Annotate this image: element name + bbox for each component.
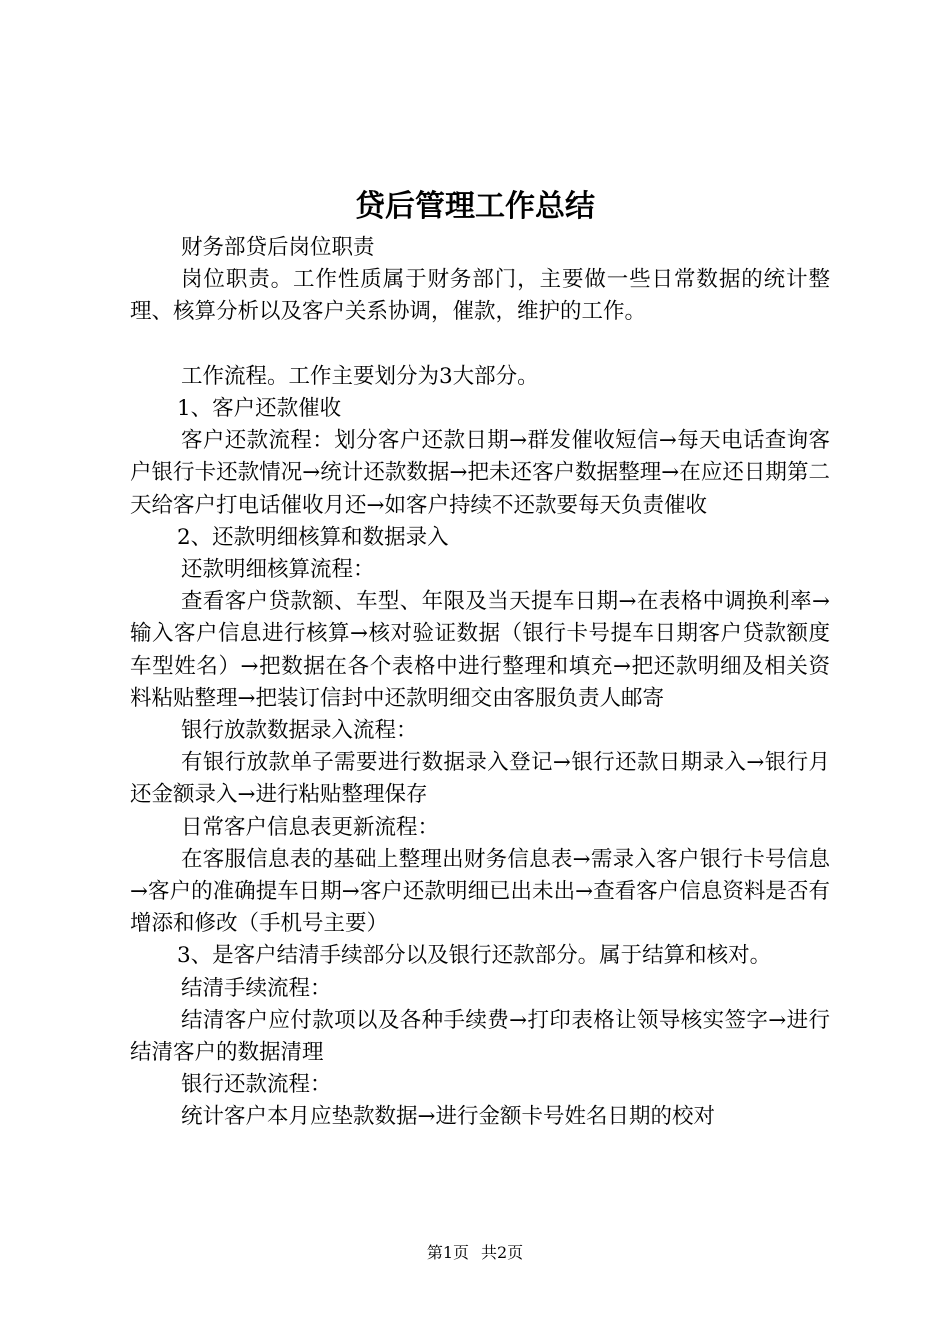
- paragraph-part-2-heading: 2、还款明细核算和数据录入: [177, 524, 449, 550]
- page-total: 共2页: [481, 1243, 524, 1262]
- paragraph-settlement-flow: 结清客户应付款项以及各种手续费→打印表格让领导核实签字→进行结清客户的数据清理: [130, 1007, 830, 1066]
- paragraph-blank: [130, 329, 830, 361]
- document-title: 贷后管理工作总结: [355, 189, 595, 224]
- paragraph-customer-info-heading: 日常客户信息表更新流程：: [181, 814, 440, 840]
- paragraph-bank-loan-heading: 银行放款数据录入流程：: [181, 718, 418, 744]
- page-number: 第1页: [426, 1243, 469, 1262]
- paragraph-duties: 岗位职责。工作性质属于财务部门，主要做一些日常数据的统计整理、核算分析以及客户关系协调，催款，维护的工作。: [130, 267, 830, 325]
- paragraph-detail-flow-heading: 还款明细核算流程：: [181, 557, 375, 583]
- paragraph-part-3-heading: 3、是客户结清手续部分以及银行还款部分。属于结算和核对。: [177, 943, 772, 969]
- page-footer: [0, 1241, 950, 1265]
- paragraph-bank-repay-heading: 银行还款流程：: [181, 1072, 332, 1098]
- document-body: [130, 232, 830, 1134]
- paragraph-customer-info-flow: 在客服信息表的基础上整理出财务信息表→需录入客户银行卡号信息→客户的准确提车日期→客户还款明细已出未出→查看客户信息资料是否有增添和修改（手机号主要）: [130, 846, 830, 937]
- paragraph-bank-repay-flow: 统计客户本月应垫款数据→进行金额卡号姓名日期的校对: [181, 1104, 716, 1130]
- paragraph-detail-flow: 查看客户贷款额、车型、年限及当天提车日期→在表格中调换利率→输入客户信息进行核算→核对验证数据（银行卡号提车日期客户贷款额度车型姓名）→把数据在各个表格中进行整理和填充→把还款明细及相关资料粘贴整理→把装订信封中还款明细交由客服负责人邮寄: [130, 589, 830, 711]
- paragraph-repayment-flow: 客户还款流程：划分客户还款日期→群发催收短信→每天电话查询客户银行卡还款情况→统计还款数据→把未还客户数据整理→在应还日期第二天给客户打电话催收月还→如客户持续不还款要每天负责催收: [130, 428, 830, 518]
- paragraph-workflow-intro: 工作流程。工作主要划分为3大部分。: [181, 363, 539, 389]
- paragraph-section-heading: 财务部贷后岗位职责: [181, 235, 375, 260]
- paragraph-part-1-heading: 1、客户还款催收: [177, 396, 342, 421]
- paragraph-bank-loan-flow: 有银行放款单子需要进行数据录入登记→银行还款日期录入→银行月还金额录入→进行粘贴整理保存: [130, 750, 830, 808]
- paragraph-settlement-heading: 结清手续流程：: [181, 975, 332, 1001]
